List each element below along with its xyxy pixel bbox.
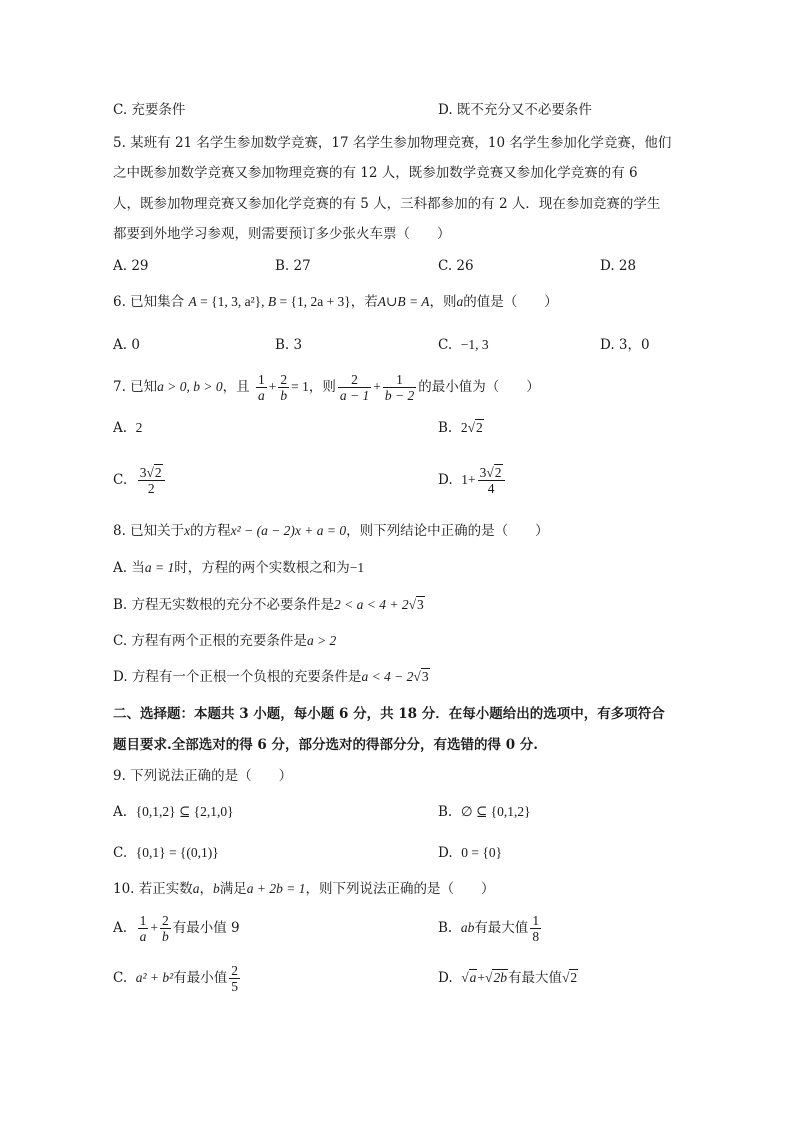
q6-option-d: D. 3，0 [600,337,650,353]
q8-stem: 8. 已知关于x的方程x² − (a − 2)x + a = 0，则下列结论中正确的是（ ） [113,523,549,539]
q5-option-c: C. 26 [438,258,474,274]
q6-option-a: A. 0 [113,337,140,353]
q4-option-c: C. 充要条件 [113,102,186,118]
q9-option-b: B. ∅ ⊆ {0,1,2} [438,804,531,820]
q10-option-c-fraction: $\frac{2}{5}$ [231,963,238,994]
q8-equation: x² − (a − 2)x + a = 0 [230,523,347,538]
q7-option-d-fraction: $\frac{3√2}{4}$ [478,465,505,496]
q9-option-d: D. 0 = {0} [438,845,503,861]
q7-option-b: B. 2√2 [438,420,483,436]
q7-stem: 7. 已知a > 0, b > 0，且 $\frac{1}{a}$ + $\frac{2}{b}$ = 1，则 $\frac{2}{a - 1}$ + $\frac{1}{b - 2}$ 的最小值为（ ） [113,372,540,403]
q7-fraction-2-over-b: $\frac{2}{b}$ [280,372,288,403]
q4-option-d: D. 既不充分又不必要条件 [438,102,592,118]
section-2-heading-line2: 题目要求.全部选对的得 6 分，部分选对的得部分分，有选错的得 0 分. [113,737,538,753]
q8-option-b: B. 方程无实数根的充分不必要条件是2 < a < 4 + 2√3 [113,597,424,613]
q7-fraction-1-over-b-2: $\frac{1}{b - 2}$ [384,372,415,403]
q7-option-c-fraction: $\frac{3√2}{2}$ [138,465,165,496]
q9-option-c: C. {0,1} = {(0,1)} [113,845,219,861]
q5-option-b: B. 27 [275,258,311,274]
q5-option-a: A. 29 [113,258,149,274]
q10-option-b: B. ab有最大值 $\frac{1}{8}$ [438,913,540,944]
q7-option-a: A. 2 [113,420,143,436]
q8-option-a: A. 当a = 1时，方程的两个实数根之和为−1 [113,560,365,576]
section-2-heading-line1: 二、选择题：本题共 3 小题，每小题 6 分，共 18 分．在每小题给出的选项中，有多项符合 [113,706,665,722]
q10-option-a: A. $\frac{1}{a}$ + $\frac{2}{b}$ 有最小值 9 [113,913,240,944]
q5-stem-line4: 都要到外地学习参观，则需要预订多少张火车票（ ） [113,226,451,242]
q6-option-b: B. 3 [275,337,303,353]
q10-option-a-fraction-1: $\frac{1}{a}$ [139,913,147,944]
q5-option-d: D. 28 [600,258,637,274]
q10-condition: a + 2b = 1 [246,881,306,896]
q9-option-a: A. {0,1,2} ⊆ {2,1,0} [113,804,234,820]
q5-stem-line2: 之中既参加数学竞赛又参加物理竞赛的有 12 人，既参加数学竞赛又参加化学竞赛的有 6 [113,165,638,181]
q5-stem-line1: 5. 某班有 21 名学生参加数学竞赛，17 名学生参加物理竞赛，10 名学生参加化学竞赛，他们 [113,135,672,151]
q10-option-c: C. a² + b²有最小值 $\frac{2}{5}$ [113,963,238,994]
q6-set-a: {1, 3, a²} [211,294,262,309]
q5-stem-line3: 人，既参加物理竞赛又参加化学竞赛的有 5 人，三科都参加的有 2 人．现在参加竞赛的学生 [113,196,661,212]
q10-stem: 10. 若正实数a，b满足a + 2b = 1，则下列说法正确的是（ ） [113,881,495,897]
q6-condition: A∪B = A [377,294,430,309]
q6-set-b: {1, 2a + 3} [290,294,351,309]
q8-option-c: C. 方程有两个正根的充要条件是a > 2 [113,633,337,649]
q9-stem: 9. 下列说法正确的是（ ） [113,768,293,784]
q8-option-d: D. 方程有一个正根一个负根的充要条件是a < 4 − 2√3 [113,669,429,685]
q10-option-d: D. √a+√2b有最大值√2 [438,970,578,986]
q10-option-b-fraction: $\frac{1}{8}$ [532,913,540,944]
q7-option-c: C. $\frac{3√2}{2}$ [113,462,167,498]
q7-option-d: D. 1+ $\frac{3√2}{4}$ [438,462,507,498]
q6-option-c: C. −1, 3 [438,337,489,353]
q7-fraction-2-over-a-1: $\frac{2}{a - 1}$ [339,372,370,403]
q10-option-a-fraction-2: $\frac{2}{b}$ [162,913,169,944]
q7-fraction-1-over-a: $\frac{1}{a}$ [257,372,265,403]
q6-stem: 6. 已知集合 A = {1, 3, a²}, B = {1, 2a + 3}，若A∪B = A，则a的值是（ ） [113,294,558,310]
